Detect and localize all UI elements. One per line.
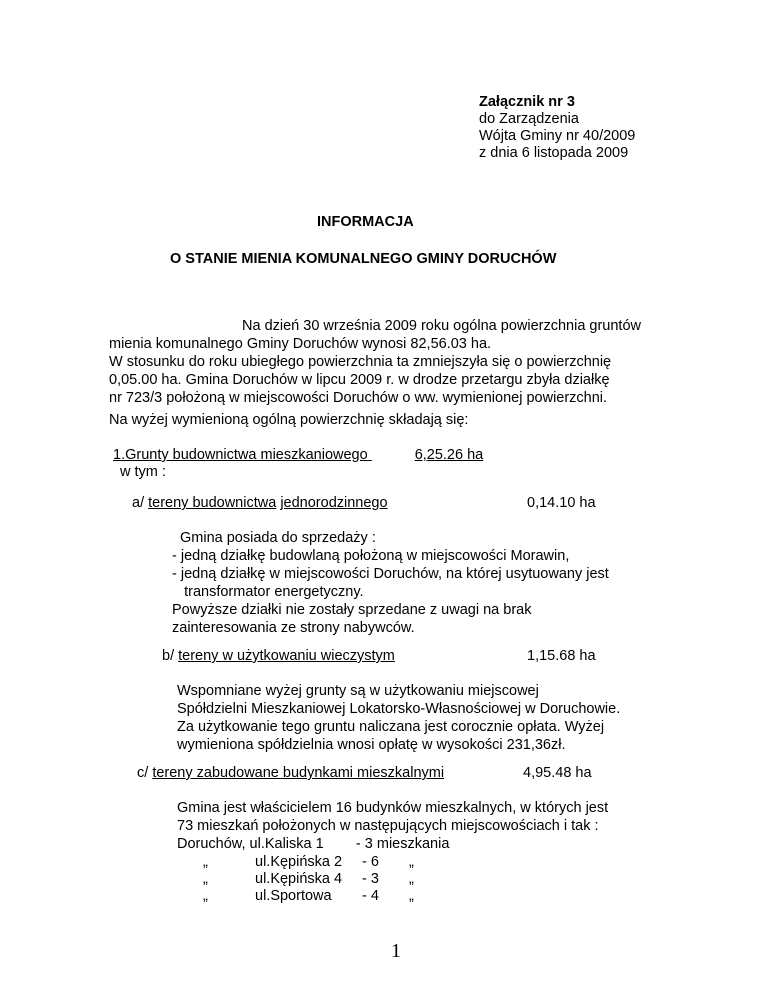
item-a-line: Powyższe działki nie zostały sprzedane z uwagi na brak [172,602,532,618]
annex-line-4: z dnia 6 listopada 2009 [479,145,629,161]
row-count: - 4 [362,888,379,904]
intro-line: mienia komunalnego Gminy Doruchów wynosi 82,56.03 ha. [109,336,492,352]
row-ditto: „ [409,888,414,904]
item-a-line: - jedną działkę w miejscowości Doruchów, na której usytuowany jest [172,566,609,582]
row-ditto: „ [203,871,208,887]
section1-sub: w tym : [120,464,166,480]
item-b-label-text: tereny w użytkowaniu wieczystym [178,648,395,664]
intro-line: nr 723/3 położoną w miejscowości Doruchów o ww. wymienionej powierzchni. [109,390,608,406]
lead-sentence: Na wyżej wymienioną ogólną powierzchnię składają się: [109,412,469,428]
item-b-label [162,648,395,665]
item-c-value: 4,95.48 ha [523,765,592,781]
item-a-label [132,495,388,512]
item-b-line: Wspomniane wyżej grunty są w użytkowaniu miejscowej [177,683,539,699]
item-b-line: wymieniona spółdzielnia wnosi opłatę w wysokości 231,36zł. [177,737,566,753]
row-count: - 6 [362,854,379,870]
row-ditto: „ [409,854,414,870]
section1-label [113,447,483,464]
item-c-line: Doruchów, ul.Kaliska 1 - 3 mieszkania [177,836,450,852]
item-b-value: 1,15.68 ha [527,648,596,664]
row-ditto: „ [203,854,208,870]
row-street: ul.Kępińska 4 [255,871,343,887]
item-b-line: Za użytkowanie tego gruntu naliczana jest corocznie opłata. Wyżej [177,719,605,735]
item-a-prefix: a/ [132,495,149,511]
item-c-label-text: tereny zabudowane budynkami mieszkalnymi [152,765,445,781]
item-b-text [177,682,620,754]
item-b-prefix: b/ [162,648,179,664]
item-a-line: zainteresowania ze strony nabywców. [172,620,415,636]
item-c-prefix: c/ [137,765,153,781]
document-title: INFORMACJA [317,214,414,230]
item-b-line: Spółdzielni Mieszkaniowej Lokatorsko-Własnościowej w Doruchowie. [177,701,621,717]
annex-title: Załącznik nr 3 [479,94,575,110]
intro-line: W stosunku do roku ubiegłego powierzchnia ta zmniejszyła się o powierzchnię [109,354,612,370]
annex-line-3: Wójta Gminy nr 40/2009 [479,128,636,144]
document-subtitle: O STANIE MIENIA KOMUNALNEGO GMINY DORUCHÓW [170,251,557,267]
item-a-label-part1: tereny budownictwa [148,495,277,511]
section1-label-text: 1.Grunty budownictwa mieszkaniowego [113,447,368,463]
item-a-label-part2: jednorodzinnego [280,495,388,511]
item-a-value: 0,14.10 ha [527,495,596,511]
row-ditto: „ [203,888,208,904]
annex-line-2: do Zarządzenia [479,111,579,127]
intro-paragraph [109,317,641,407]
row-street: ul.Sportowa [255,888,332,904]
item-c-text [177,799,608,853]
row-ditto: „ [409,871,414,887]
row-street: ul.Kępińska 2 [255,854,343,870]
intro-line: Na dzień 30 września 2009 roku ogólna powierzchnia gruntów [242,318,641,334]
item-c-line: Gmina jest właścicielem 16 budynków mieszkalnych, w których jest [177,800,609,816]
item-c-line: 73 mieszkań położonych w następujących miejscowościach i tak : [177,818,599,834]
page-number: 1 [391,940,401,962]
item-a-text [172,529,609,637]
item-a-line: - jedną działkę budowlaną położoną w miejscowości Morawin, [172,548,570,564]
intro-line: 0,05.00 ha. Gmina Doruchów w lipcu 2009 r. w drodze przetargu zbyła działkę [109,372,610,388]
row-count: - 3 [362,871,379,887]
section1-underline-gap [368,447,415,464]
item-a-line: transformator energetyczny. [172,584,364,600]
section1-value: 6,25.26 ha [414,447,484,463]
item-c-label [137,765,444,782]
item-a-line: Gmina posiada do sprzedaży : [180,530,376,546]
